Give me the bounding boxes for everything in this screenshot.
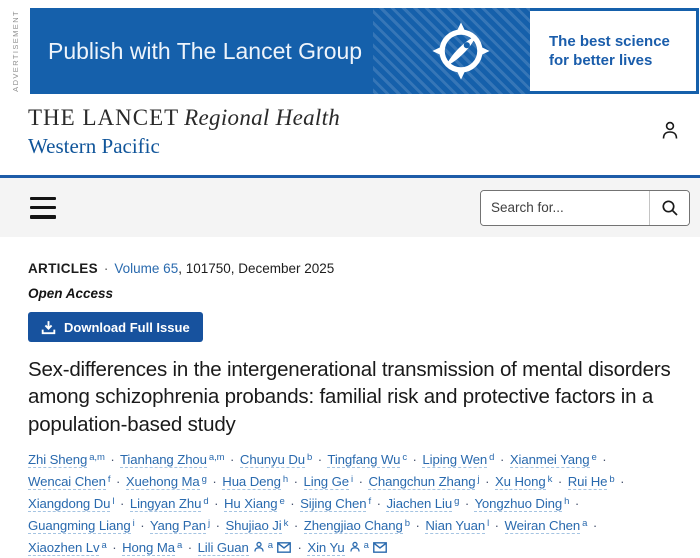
author-affiliation-superscript: h bbox=[564, 495, 570, 507]
compass-icon bbox=[430, 20, 492, 82]
author-name: Hua Deng bbox=[222, 473, 281, 489]
author-affiliation-superscript: j bbox=[477, 473, 480, 485]
author-link[interactable] bbox=[28, 518, 135, 533]
author-separator: · bbox=[293, 473, 298, 489]
author-affiliation-superscript: a bbox=[176, 539, 183, 551]
author-name: Jiachen Liu bbox=[386, 495, 453, 511]
author-affiliation-superscript: a bbox=[582, 517, 588, 529]
author-affiliation-superscript: b bbox=[404, 517, 410, 529]
author-affiliation-superscript: k bbox=[283, 517, 289, 529]
author-separator: · bbox=[415, 517, 420, 533]
author-separator: · bbox=[212, 473, 217, 489]
author-separator: · bbox=[592, 517, 598, 533]
author-name: Changchun Zhang bbox=[368, 473, 476, 489]
article-meta-line bbox=[28, 261, 672, 276]
ad-tagline-line2: for better lives bbox=[549, 52, 653, 69]
download-icon bbox=[41, 320, 56, 335]
author-affiliation-superscript: g bbox=[201, 473, 207, 485]
author-name: Yang Pan bbox=[149, 517, 206, 533]
search-box bbox=[480, 190, 690, 226]
ad-tagline-box bbox=[530, 11, 696, 91]
search-button[interactable] bbox=[649, 191, 689, 225]
author-separator: · bbox=[317, 451, 323, 467]
author-separator: · bbox=[499, 451, 505, 467]
author-affiliation-superscript: i bbox=[351, 473, 354, 485]
author-link[interactable] bbox=[300, 496, 371, 511]
author-name: Xianmei Yang bbox=[509, 451, 590, 467]
author-name: Tianhang Zhou bbox=[119, 451, 207, 467]
journal-wordmark: THE LANCET bbox=[28, 105, 180, 130]
author-name: Rui He bbox=[567, 473, 608, 489]
author-link[interactable] bbox=[122, 540, 182, 555]
author-link[interactable] bbox=[510, 452, 597, 467]
author-affiliation-superscript: e bbox=[279, 495, 285, 507]
author-affiliation-superscript: k bbox=[547, 473, 553, 485]
hamburger-icon bbox=[30, 197, 56, 201]
download-full-issue-button[interactable] bbox=[28, 312, 203, 342]
author-affiliation-superscript: d bbox=[203, 495, 209, 507]
author-link[interactable] bbox=[327, 452, 407, 467]
author-link[interactable] bbox=[425, 518, 489, 533]
author-link[interactable] bbox=[304, 474, 354, 489]
download-button-label: Download Full Issue bbox=[64, 319, 190, 335]
author-link[interactable] bbox=[386, 496, 459, 511]
author-name: Xiangdong Du bbox=[28, 495, 111, 511]
author-name: Xiaozhen Lv bbox=[28, 539, 100, 555]
author-affiliation-superscript: d bbox=[489, 451, 495, 463]
journal-region: Western Pacific bbox=[28, 134, 160, 158]
author-affiliation-superscript: f bbox=[107, 473, 111, 485]
author-separator: · bbox=[140, 517, 145, 533]
journal-edition: Regional Health bbox=[184, 105, 341, 130]
citation-text: , 101750, December 2025 bbox=[178, 261, 335, 276]
author-separator: · bbox=[230, 451, 235, 467]
author-name: Zhi Sheng bbox=[28, 451, 88, 467]
section-label: ARTICLES bbox=[28, 261, 98, 276]
author-name: Xin Yu bbox=[307, 539, 345, 555]
author-name: Liping Wen bbox=[422, 451, 488, 467]
author-link[interactable] bbox=[120, 452, 224, 467]
author-name: Lili Guan bbox=[197, 539, 249, 555]
lancet-group-ad-banner[interactable] bbox=[30, 8, 699, 94]
author-name: Ling Ge bbox=[303, 473, 349, 489]
author-affiliation-superscript: j bbox=[207, 517, 210, 529]
author-link[interactable] bbox=[495, 474, 552, 489]
author-name: Xuehong Ma bbox=[125, 473, 200, 489]
author-link[interactable] bbox=[150, 518, 210, 533]
author-link[interactable] bbox=[505, 518, 588, 533]
author-separator: · bbox=[119, 495, 125, 511]
author-name: Chunyu Du bbox=[239, 451, 305, 467]
author-separator: · bbox=[557, 473, 563, 489]
meta-separator: · bbox=[103, 261, 109, 276]
author-separator: · bbox=[187, 539, 192, 555]
author-affiliation-superscript: e bbox=[591, 451, 597, 463]
author-link[interactable] bbox=[474, 496, 569, 511]
author-link[interactable] bbox=[28, 496, 114, 511]
author-name: Shujiao Ji bbox=[225, 517, 282, 533]
author-separator: · bbox=[112, 539, 117, 555]
author-name: Lingyan Zhu bbox=[129, 495, 202, 511]
author-link[interactable] bbox=[368, 474, 479, 489]
author-affiliation-superscript: a bbox=[101, 539, 107, 551]
author-link[interactable] bbox=[568, 474, 615, 489]
author-link[interactable] bbox=[198, 540, 292, 555]
author-separator: · bbox=[494, 517, 499, 533]
navigation-bar bbox=[0, 178, 700, 237]
journal-header bbox=[0, 94, 700, 178]
author-affiliation-superscript: f bbox=[368, 495, 371, 507]
author-separator: · bbox=[485, 473, 490, 489]
author-separator: · bbox=[293, 517, 299, 533]
author-name: Weiran Chen bbox=[504, 517, 581, 533]
author-name: Yongzhuo Ding bbox=[474, 495, 563, 511]
author-person-icon bbox=[349, 541, 361, 553]
advertisement-label-column bbox=[4, 8, 26, 94]
author-link[interactable] bbox=[28, 452, 105, 467]
author-separator: · bbox=[215, 517, 220, 533]
author-affiliation-superscript: a bbox=[363, 539, 369, 551]
author-affiliation-superscript: i bbox=[132, 517, 135, 529]
author-link[interactable] bbox=[224, 496, 285, 511]
author-link[interactable] bbox=[225, 518, 288, 533]
author-separator: · bbox=[297, 539, 302, 555]
author-separator: · bbox=[115, 473, 121, 489]
author-name: Hong Ma bbox=[122, 539, 175, 555]
author-link[interactable] bbox=[28, 540, 107, 555]
author-affiliation-superscript: l bbox=[487, 517, 490, 529]
author-name: Zhengjiao Chang bbox=[303, 517, 403, 533]
author-separator: · bbox=[574, 495, 580, 511]
author-separator: · bbox=[358, 473, 363, 489]
author-affiliation-superscript: b bbox=[306, 451, 313, 463]
author-name: Guangming Liang bbox=[28, 517, 131, 533]
author-name: Nian Yuan bbox=[425, 517, 486, 533]
author-separator: · bbox=[290, 495, 295, 511]
author-person-icon bbox=[253, 541, 265, 553]
author-name: Hu Xiang bbox=[223, 495, 278, 511]
advertisement-label: ADVERTISEMENT bbox=[10, 10, 20, 92]
article-main bbox=[0, 237, 700, 558]
author-affiliation-superscript: l bbox=[112, 495, 115, 507]
author-affiliation-superscript: b bbox=[609, 473, 615, 485]
email-icon bbox=[277, 542, 291, 553]
search-icon bbox=[661, 199, 679, 217]
author-name: Wencai Chen bbox=[28, 473, 106, 489]
author-separator: · bbox=[620, 473, 625, 489]
author-link[interactable] bbox=[307, 540, 387, 555]
author-separator: · bbox=[110, 451, 115, 467]
author-link[interactable] bbox=[222, 474, 288, 489]
author-link[interactable] bbox=[126, 474, 207, 489]
search-input[interactable] bbox=[481, 191, 649, 225]
email-icon bbox=[373, 542, 387, 553]
author-link[interactable] bbox=[304, 518, 410, 533]
author-list bbox=[28, 448, 672, 558]
author-name: Tingfang Wu bbox=[327, 451, 401, 467]
journal-wordmark-line[interactable] bbox=[28, 105, 700, 131]
author-affiliation-superscript: a,m bbox=[89, 451, 105, 463]
author-separator: · bbox=[602, 451, 607, 467]
article-title: Sex-differences in the intergenerational transmission of mental disorders among schizophrenia probands: familial risk and protective factors in a population-based study bbox=[28, 358, 671, 436]
ad-tagline-line1: The best science bbox=[549, 32, 670, 50]
open-access-label: Open Access bbox=[28, 286, 114, 301]
author-link[interactable] bbox=[130, 496, 209, 511]
author-separator: · bbox=[214, 495, 219, 511]
ad-headline: Publish with The Lancet Group bbox=[48, 37, 363, 64]
author-affiliation-superscript: g bbox=[454, 495, 460, 507]
author-affiliation-superscript: a,m bbox=[208, 451, 225, 463]
account-button[interactable] bbox=[656, 116, 684, 148]
author-name: Xu Hong bbox=[494, 473, 546, 489]
ad-banner-blue-area bbox=[30, 8, 530, 94]
author-affiliation-superscript: a bbox=[267, 539, 273, 551]
author-separator: · bbox=[464, 495, 470, 511]
author-separator: · bbox=[376, 495, 381, 511]
author-affiliation-superscript: h bbox=[282, 473, 289, 485]
author-link[interactable] bbox=[28, 474, 110, 489]
author-name: Sijing Chen bbox=[300, 495, 367, 511]
author-link[interactable] bbox=[240, 452, 312, 467]
ad-banner-region bbox=[0, 8, 700, 94]
author-link[interactable] bbox=[422, 452, 494, 467]
menu-button[interactable] bbox=[28, 195, 58, 221]
author-separator: · bbox=[412, 451, 417, 467]
author-affiliation-superscript: c bbox=[402, 451, 407, 463]
volume-link[interactable]: Volume 65 bbox=[114, 261, 179, 276]
person-icon bbox=[660, 120, 680, 141]
